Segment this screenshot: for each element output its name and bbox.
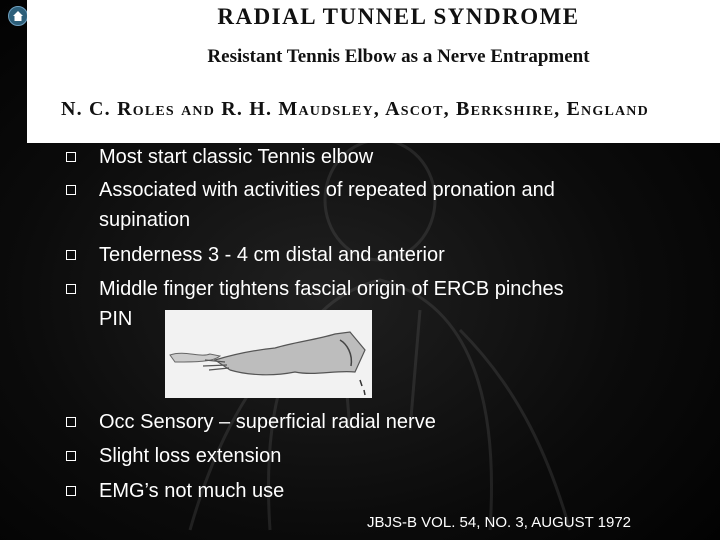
bullet-square-icon — [66, 284, 76, 294]
bullet-text-line: supination — [99, 209, 191, 231]
bullet-text-line: Associated with activities of repeated pronation and — [99, 179, 555, 201]
home-icon[interactable] — [8, 6, 28, 26]
bullet-square-icon — [66, 250, 76, 260]
paper-header-image — [27, 0, 720, 143]
bullet-square-icon — [66, 486, 76, 496]
bullet-text: EMG’s not much use — [99, 480, 285, 502]
bullet-square-icon — [66, 185, 76, 195]
paper-title: RADIAL TUNNEL SYNDROME — [217, 4, 580, 29]
bullet-text — [99, 175, 679, 235]
house-glyph-icon — [12, 10, 24, 22]
bullet-text: Most start classic Tennis elbow — [99, 146, 374, 168]
journal-citation: JBJS-B VOL. 54, NO. 3, AUGUST 1972 — [367, 514, 632, 531]
bullet-text: Slight loss extension — [99, 445, 282, 467]
bullet-text-line: Middle finger tightens fascial origin of ERCB pinches — [99, 278, 564, 300]
bullet-text: Occ Sensory – superficial radial nerve — [99, 411, 436, 433]
bullet-square-icon — [66, 152, 76, 162]
bullet-text: Tenderness 3 - 4 cm distal and anterior — [99, 244, 445, 266]
bullet-square-icon — [66, 451, 76, 461]
paper-authors: N. C. Roles and R. H. Maudsley, Ascot, Berkshire, England — [61, 98, 649, 120]
paper-subtitle: Resistant Tennis Elbow as a Nerve Entrapment — [207, 46, 590, 67]
bullet-square-icon — [66, 417, 76, 427]
arm-sketch — [165, 310, 372, 398]
arm-examination-photo — [165, 310, 372, 398]
bullet-text-line: PIN — [99, 308, 133, 330]
